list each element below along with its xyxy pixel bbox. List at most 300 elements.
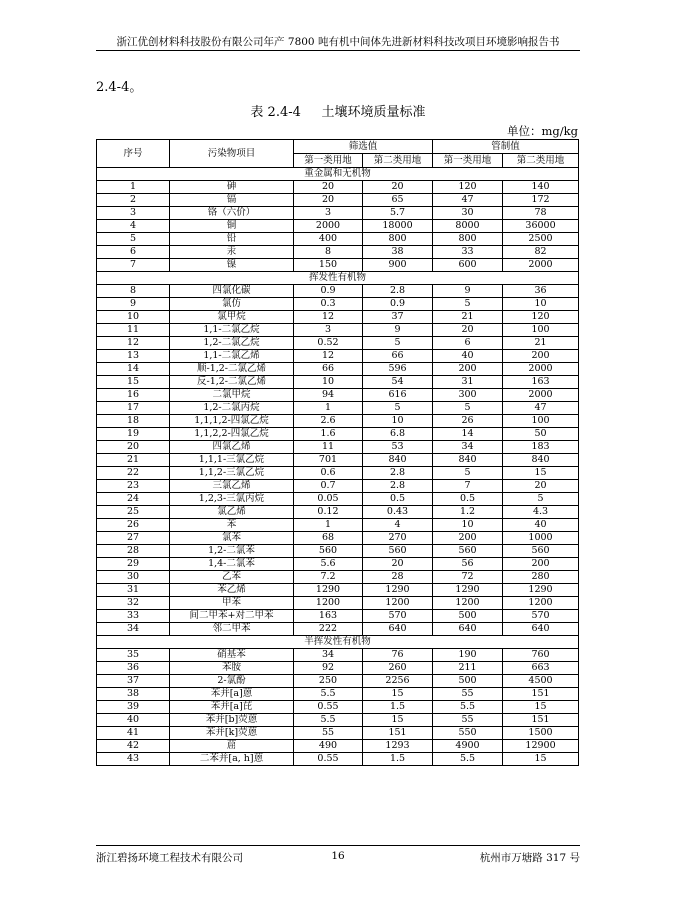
table-row xyxy=(97,467,579,480)
control-class1: 600 xyxy=(433,259,503,272)
screening-class2: 2.8 xyxy=(363,480,433,493)
row-number: 43 xyxy=(97,753,170,766)
table-row xyxy=(97,337,579,350)
footer-divider xyxy=(96,845,580,846)
row-number: 28 xyxy=(97,545,170,558)
table-row xyxy=(97,441,579,454)
control-class2: 2000 xyxy=(503,259,579,272)
screening-class2: 38 xyxy=(363,246,433,259)
header-control: 管制值 xyxy=(433,140,579,154)
screening-class1: 2000 xyxy=(294,220,363,233)
header-screening: 筛选值 xyxy=(294,140,433,154)
control-class2: 20 xyxy=(503,480,579,493)
control-class1: 10 xyxy=(433,519,503,532)
pollutant-name: 砷 xyxy=(170,181,294,194)
control-class1: 9 xyxy=(433,285,503,298)
screening-class2: 9 xyxy=(363,324,433,337)
row-number: 31 xyxy=(97,584,170,597)
control-class2: 50 xyxy=(503,428,579,441)
control-class1: 72 xyxy=(433,571,503,584)
control-class1: 5.5 xyxy=(433,701,503,714)
row-number: 26 xyxy=(97,519,170,532)
screening-class1: 0.6 xyxy=(294,467,363,480)
control-class1: 31 xyxy=(433,376,503,389)
section-row xyxy=(97,168,579,181)
header-screening-class1: 第一类用地 xyxy=(294,154,363,168)
control-class1: 5 xyxy=(433,298,503,311)
row-number: 18 xyxy=(97,415,170,428)
row-number: 12 xyxy=(97,337,170,350)
table-row xyxy=(97,194,579,207)
pollutant-name: 反-1,2-二氯乙烯 xyxy=(170,376,294,389)
pollutant-name: 二苯并[a, h]蒽 xyxy=(170,753,294,766)
section-row xyxy=(97,272,579,285)
screening-class2: 1.5 xyxy=(363,753,433,766)
control-class2: 1500 xyxy=(503,727,579,740)
header-control-class2: 第二类用地 xyxy=(503,154,579,168)
screening-class2: 15 xyxy=(363,688,433,701)
pollutant-name: 二氯甲烷 xyxy=(170,389,294,402)
control-class2: 82 xyxy=(503,246,579,259)
pollutant-name: 1,1,1,2-四氯乙烷 xyxy=(170,415,294,428)
screening-class1: 34 xyxy=(294,649,363,662)
row-number: 19 xyxy=(97,428,170,441)
screening-class1: 11 xyxy=(294,441,363,454)
row-number: 13 xyxy=(97,350,170,363)
screening-class2: 37 xyxy=(363,311,433,324)
pollutant-name: 苯胺 xyxy=(170,662,294,675)
footer-address: 杭州市万塘路 317 号 xyxy=(479,852,580,864)
screening-class2: 270 xyxy=(363,532,433,545)
pollutant-name: 1,2-二氯苯 xyxy=(170,545,294,558)
control-class1: 200 xyxy=(433,363,503,376)
screening-class2: 1200 xyxy=(363,597,433,610)
table-row xyxy=(97,389,579,402)
screening-class1: 1 xyxy=(294,519,363,532)
soil-standard-table xyxy=(96,139,579,766)
section-title: 半挥发性有机物 xyxy=(97,636,579,649)
pollutant-name: 1,1,2-三氯乙烷 xyxy=(170,467,294,480)
row-number: 21 xyxy=(97,454,170,467)
screening-class1: 20 xyxy=(294,181,363,194)
table-row xyxy=(97,402,579,415)
screening-class2: 2256 xyxy=(363,675,433,688)
screening-class2: 0.43 xyxy=(363,506,433,519)
table-row xyxy=(97,298,579,311)
table-row xyxy=(97,285,579,298)
pollutant-name: 氯乙烯 xyxy=(170,506,294,519)
control-class2: 4.3 xyxy=(503,506,579,519)
pollutant-name: 1,1,2,2-四氯乙烷 xyxy=(170,428,294,441)
screening-class1: 0.9 xyxy=(294,285,363,298)
table-row xyxy=(97,571,579,584)
screening-class1: 8 xyxy=(294,246,363,259)
control-class1: 5 xyxy=(433,467,503,480)
table-row xyxy=(97,545,579,558)
pollutant-name: 1,1-二氯乙烯 xyxy=(170,350,294,363)
screening-class1: 94 xyxy=(294,389,363,402)
control-class2: 1000 xyxy=(503,532,579,545)
screening-class2: 570 xyxy=(363,610,433,623)
control-class2: 78 xyxy=(503,207,579,220)
control-class2: 4500 xyxy=(503,675,579,688)
control-class2: 570 xyxy=(503,610,579,623)
control-class1: 300 xyxy=(433,389,503,402)
screening-class2: 65 xyxy=(363,194,433,207)
screening-class2: 5 xyxy=(363,337,433,350)
control-class2: 47 xyxy=(503,402,579,415)
screening-class1: 0.3 xyxy=(294,298,363,311)
control-class2: 200 xyxy=(503,350,579,363)
row-number: 15 xyxy=(97,376,170,389)
row-number: 11 xyxy=(97,324,170,337)
table-row xyxy=(97,727,579,740)
row-number: 25 xyxy=(97,506,170,519)
control-class2: 663 xyxy=(503,662,579,675)
control-class1: 55 xyxy=(433,688,503,701)
screening-class1: 163 xyxy=(294,610,363,623)
screening-class2: 28 xyxy=(363,571,433,584)
pollutant-name: 1,4-二氯苯 xyxy=(170,558,294,571)
screening-class1: 5.5 xyxy=(294,714,363,727)
control-class2: 36 xyxy=(503,285,579,298)
screening-class2: 6.8 xyxy=(363,428,433,441)
control-class1: 1.2 xyxy=(433,506,503,519)
row-number: 39 xyxy=(97,701,170,714)
control-class2: 40 xyxy=(503,519,579,532)
row-number: 38 xyxy=(97,688,170,701)
table-row xyxy=(97,740,579,753)
table-row xyxy=(97,753,579,766)
pollutant-name: 乙苯 xyxy=(170,571,294,584)
row-number: 2 xyxy=(97,194,170,207)
control-class1: 6 xyxy=(433,337,503,350)
control-class2: 1290 xyxy=(503,584,579,597)
screening-class2: 616 xyxy=(363,389,433,402)
footer-page-number: 16 xyxy=(331,850,345,862)
screening-class2: 66 xyxy=(363,350,433,363)
control-class2: 151 xyxy=(503,714,579,727)
screening-class2: 15 xyxy=(363,714,433,727)
screening-class1: 0.12 xyxy=(294,506,363,519)
row-number: 35 xyxy=(97,649,170,662)
control-class2: 840 xyxy=(503,454,579,467)
control-class2: 10 xyxy=(503,298,579,311)
screening-class2: 1.5 xyxy=(363,701,433,714)
control-class2: 280 xyxy=(503,571,579,584)
pollutant-name: 苯 xyxy=(170,519,294,532)
control-class2: 12900 xyxy=(503,740,579,753)
screening-class1: 68 xyxy=(294,532,363,545)
row-number: 40 xyxy=(97,714,170,727)
screening-class1: 2.6 xyxy=(294,415,363,428)
table-row xyxy=(97,376,579,389)
table-row xyxy=(97,610,579,623)
control-class2: 100 xyxy=(503,324,579,337)
screening-class1: 1.6 xyxy=(294,428,363,441)
row-number: 1 xyxy=(97,181,170,194)
screening-class2: 20 xyxy=(363,181,433,194)
control-class1: 640 xyxy=(433,623,503,636)
screening-class2: 260 xyxy=(363,662,433,675)
row-number: 32 xyxy=(97,597,170,610)
table-row xyxy=(97,493,579,506)
control-class2: 36000 xyxy=(503,220,579,233)
control-class1: 34 xyxy=(433,441,503,454)
control-class2: 163 xyxy=(503,376,579,389)
control-class1: 500 xyxy=(433,610,503,623)
control-class1: 211 xyxy=(433,662,503,675)
control-class1: 33 xyxy=(433,246,503,259)
row-number: 24 xyxy=(97,493,170,506)
screening-class1: 0.05 xyxy=(294,493,363,506)
control-class1: 550 xyxy=(433,727,503,740)
control-class1: 20 xyxy=(433,324,503,337)
header-item: 污染物项目 xyxy=(170,140,294,168)
screening-class2: 54 xyxy=(363,376,433,389)
row-number: 14 xyxy=(97,363,170,376)
pollutant-name: 1,1,1-三氯乙烷 xyxy=(170,454,294,467)
control-class1: 190 xyxy=(433,649,503,662)
control-class1: 800 xyxy=(433,233,503,246)
control-class2: 2000 xyxy=(503,363,579,376)
pollutant-name: 氯苯 xyxy=(170,532,294,545)
pollutant-name: 苯并[k]荧蒽 xyxy=(170,727,294,740)
control-class2: 640 xyxy=(503,623,579,636)
control-class1: 21 xyxy=(433,311,503,324)
screening-class2: 151 xyxy=(363,727,433,740)
table-row xyxy=(97,259,579,272)
row-number: 16 xyxy=(97,389,170,402)
pollutant-name: 四氯乙烯 xyxy=(170,441,294,454)
screening-class1: 0.7 xyxy=(294,480,363,493)
row-number: 9 xyxy=(97,298,170,311)
table-row xyxy=(97,649,579,662)
row-number: 4 xyxy=(97,220,170,233)
table-row xyxy=(97,584,579,597)
control-class1: 4900 xyxy=(433,740,503,753)
control-class1: 0.5 xyxy=(433,493,503,506)
control-class1: 120 xyxy=(433,181,503,194)
table-row xyxy=(97,688,579,701)
control-class2: 21 xyxy=(503,337,579,350)
table-row xyxy=(97,675,579,688)
screening-class1: 10 xyxy=(294,376,363,389)
screening-class1: 0.52 xyxy=(294,337,363,350)
row-number: 20 xyxy=(97,441,170,454)
pollutant-name: 2-氯酚 xyxy=(170,675,294,688)
pollutant-name: 䓛 xyxy=(170,740,294,753)
table-row xyxy=(97,454,579,467)
control-class2: 100 xyxy=(503,415,579,428)
footer-company: 浙江碧扬环境工程技术有限公司 xyxy=(96,852,243,864)
screening-class2: 596 xyxy=(363,363,433,376)
table-row xyxy=(97,363,579,376)
control-class2: 760 xyxy=(503,649,579,662)
screening-class1: 1200 xyxy=(294,597,363,610)
control-class2: 183 xyxy=(503,441,579,454)
screening-class2: 53 xyxy=(363,441,433,454)
table-row xyxy=(97,246,579,259)
control-class2: 2500 xyxy=(503,233,579,246)
screening-class2: 800 xyxy=(363,233,433,246)
table-row xyxy=(97,220,579,233)
row-number: 6 xyxy=(97,246,170,259)
row-number: 42 xyxy=(97,740,170,753)
header-no: 序号 xyxy=(97,140,170,168)
header-control-class1: 第一类用地 xyxy=(433,154,503,168)
screening-class1: 5.6 xyxy=(294,558,363,571)
pollutant-name: 1,2,3-三氯丙烷 xyxy=(170,493,294,506)
control-class1: 840 xyxy=(433,454,503,467)
control-class2: 120 xyxy=(503,311,579,324)
control-class1: 14 xyxy=(433,428,503,441)
screening-class1: 560 xyxy=(294,545,363,558)
screening-class1: 92 xyxy=(294,662,363,675)
header-screening-class2: 第二类用地 xyxy=(363,154,433,168)
row-number: 8 xyxy=(97,285,170,298)
screening-class2: 640 xyxy=(363,623,433,636)
screening-class1: 3 xyxy=(294,324,363,337)
table-row xyxy=(97,233,579,246)
control-class1: 26 xyxy=(433,415,503,428)
pollutant-name: 1,2-二氯乙烷 xyxy=(170,337,294,350)
screening-class1: 701 xyxy=(294,454,363,467)
pollutant-name: 苯并[b]荧蒽 xyxy=(170,714,294,727)
row-number: 27 xyxy=(97,532,170,545)
table-row xyxy=(97,428,579,441)
header-divider xyxy=(96,50,580,51)
screening-class1: 490 xyxy=(294,740,363,753)
row-number: 10 xyxy=(97,311,170,324)
screening-class2: 2.8 xyxy=(363,285,433,298)
control-class1: 7 xyxy=(433,480,503,493)
table-row xyxy=(97,623,579,636)
row-number: 5 xyxy=(97,233,170,246)
pollutant-name: 顺-1,2-二氯乙烯 xyxy=(170,363,294,376)
screening-class1: 20 xyxy=(294,194,363,207)
table-row xyxy=(97,181,579,194)
screening-class2: 1290 xyxy=(363,584,433,597)
pollutant-name: 铬（六价） xyxy=(170,207,294,220)
screening-class1: 222 xyxy=(294,623,363,636)
table-body xyxy=(97,168,579,766)
screening-class1: 5.5 xyxy=(294,688,363,701)
table-row xyxy=(97,324,579,337)
screening-class2: 0.5 xyxy=(363,493,433,506)
screening-class2: 2.8 xyxy=(363,467,433,480)
screening-class1: 400 xyxy=(294,233,363,246)
pollutant-name: 氯甲烷 xyxy=(170,311,294,324)
control-class1: 5.5 xyxy=(433,753,503,766)
control-class2: 200 xyxy=(503,558,579,571)
table-row xyxy=(97,662,579,675)
table-row xyxy=(97,701,579,714)
screening-class2: 5.7 xyxy=(363,207,433,220)
screening-class1: 66 xyxy=(294,363,363,376)
screening-class2: 900 xyxy=(363,259,433,272)
screening-class1: 3 xyxy=(294,207,363,220)
table-row xyxy=(97,597,579,610)
screening-class1: 1 xyxy=(294,402,363,415)
row-number: 23 xyxy=(97,480,170,493)
table-row xyxy=(97,532,579,545)
row-number: 34 xyxy=(97,623,170,636)
control-class2: 5 xyxy=(503,493,579,506)
section-title: 挥发性有机物 xyxy=(97,272,579,285)
control-class2: 15 xyxy=(503,701,579,714)
screening-class1: 12 xyxy=(294,350,363,363)
pollutant-name: 汞 xyxy=(170,246,294,259)
pollutant-name: 甲苯 xyxy=(170,597,294,610)
screening-class1: 250 xyxy=(294,675,363,688)
row-number: 37 xyxy=(97,675,170,688)
pollutant-name: 铜 xyxy=(170,220,294,233)
table-title: 表 2.4-4 土壤环境质量标准 xyxy=(250,105,426,120)
screening-class2: 20 xyxy=(363,558,433,571)
control-class1: 560 xyxy=(433,545,503,558)
pollutant-name: 1,2-二氯丙烷 xyxy=(170,402,294,415)
row-number: 22 xyxy=(97,467,170,480)
control-class1: 5 xyxy=(433,402,503,415)
control-class2: 15 xyxy=(503,753,579,766)
screening-class2: 4 xyxy=(363,519,433,532)
screening-class1: 0.55 xyxy=(294,753,363,766)
row-number: 30 xyxy=(97,571,170,584)
control-class1: 500 xyxy=(433,675,503,688)
screening-class2: 5 xyxy=(363,402,433,415)
screening-class1: 1290 xyxy=(294,584,363,597)
pollutant-name: 邻二甲苯 xyxy=(170,623,294,636)
screening-class2: 18000 xyxy=(363,220,433,233)
row-number: 17 xyxy=(97,402,170,415)
pollutant-name: 苯并[a]芘 xyxy=(170,701,294,714)
screening-class2: 840 xyxy=(363,454,433,467)
control-class1: 55 xyxy=(433,714,503,727)
pollutant-name: 四氯化碳 xyxy=(170,285,294,298)
pollutant-name: 硝基苯 xyxy=(170,649,294,662)
row-number: 36 xyxy=(97,662,170,675)
table-row xyxy=(97,714,579,727)
pollutant-name: 三氯乙烯 xyxy=(170,480,294,493)
table-row xyxy=(97,480,579,493)
control-class1: 1200 xyxy=(433,597,503,610)
report-header: 浙江优创材料科技股份有限公司年产 7800 吨有机中间体先进新材料科技改项目环境影响报告书 xyxy=(116,36,560,48)
pollutant-name: 铅 xyxy=(170,233,294,246)
pollutant-name: 间二甲苯+对二甲苯 xyxy=(170,610,294,623)
section-row xyxy=(97,636,579,649)
table-row xyxy=(97,519,579,532)
row-number: 33 xyxy=(97,610,170,623)
table-row xyxy=(97,311,579,324)
table-row xyxy=(97,350,579,363)
control-class1: 200 xyxy=(433,532,503,545)
row-number: 3 xyxy=(97,207,170,220)
pollutant-name: 苯并[a]蒽 xyxy=(170,688,294,701)
control-class2: 2000 xyxy=(503,389,579,402)
control-class2: 172 xyxy=(503,194,579,207)
row-number: 29 xyxy=(97,558,170,571)
unit-label: 单位：mg/kg xyxy=(507,124,578,138)
row-number: 41 xyxy=(97,727,170,740)
pollutant-name: 镉 xyxy=(170,194,294,207)
control-class2: 1200 xyxy=(503,597,579,610)
control-class1: 30 xyxy=(433,207,503,220)
control-class1: 8000 xyxy=(433,220,503,233)
pollutant-name: 1,1-二氯乙烷 xyxy=(170,324,294,337)
control-class1: 1290 xyxy=(433,584,503,597)
screening-class1: 0.55 xyxy=(294,701,363,714)
